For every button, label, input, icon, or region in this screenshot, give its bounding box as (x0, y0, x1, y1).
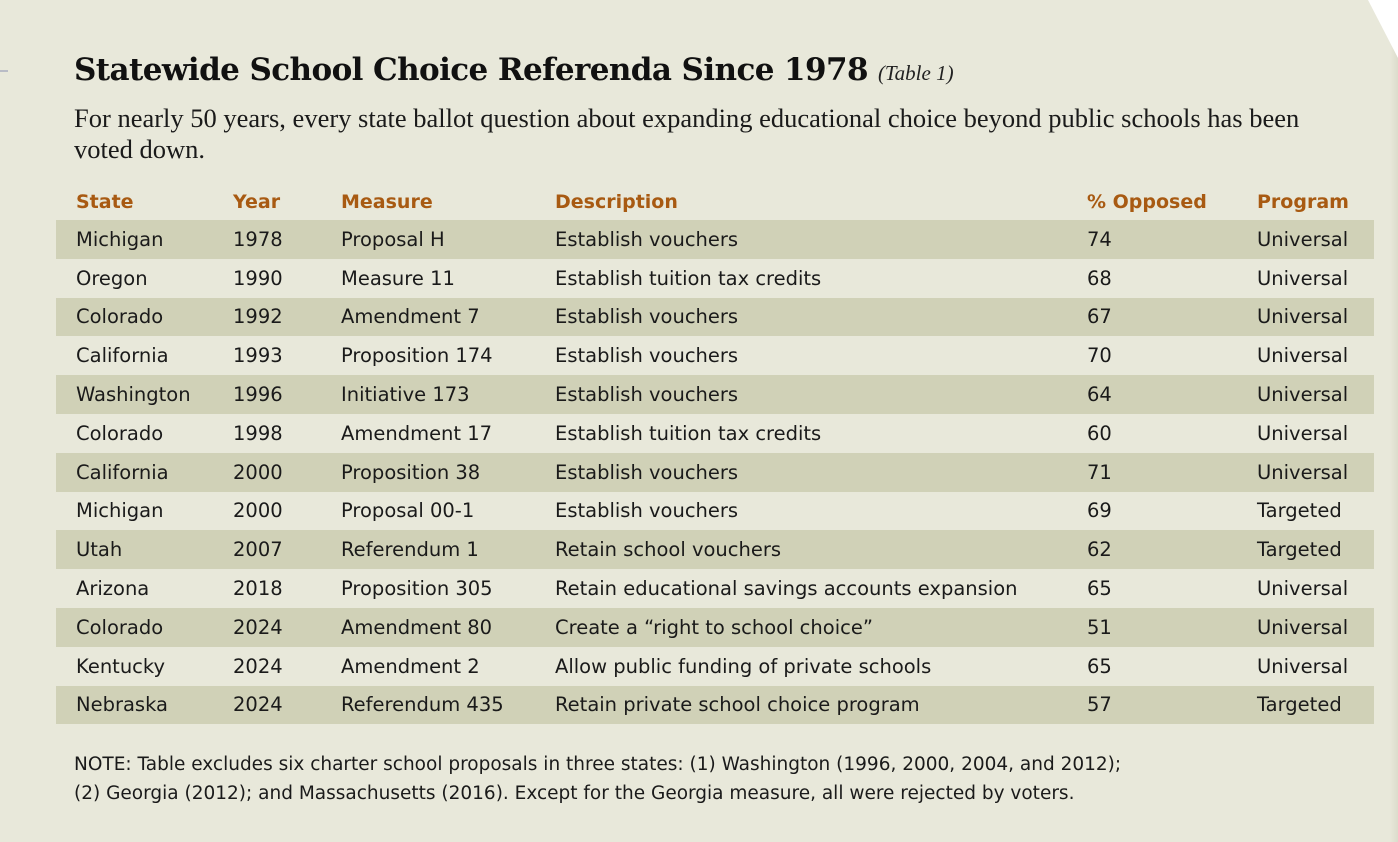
cell-pct-opposed: 74 (1087, 227, 1112, 251)
cell-description: Retain educational savings accounts expansion (555, 577, 1018, 601)
cell-pct-opposed: 51 (1087, 615, 1112, 639)
cell-year: 1990 (233, 266, 283, 290)
cell-measure: Amendment 80 (341, 615, 493, 639)
cell-measure: Referendum 435 (341, 693, 504, 717)
page-edge-shadow (1390, 0, 1398, 842)
cell-year: 1998 (233, 421, 283, 445)
cell-pct-opposed: 62 (1087, 538, 1112, 562)
table-row (56, 608, 1374, 647)
cell-description: Establish vouchers (555, 344, 739, 368)
referenda-table (56, 183, 1374, 724)
cell-state: Oregon (76, 266, 148, 290)
cell-program: Targeted (1257, 693, 1342, 717)
cell-pct-opposed: 57 (1087, 693, 1112, 717)
header-pct-opposed: % Opposed (1087, 190, 1207, 213)
cell-year: 1992 (233, 305, 283, 329)
cell-state: Washington (76, 383, 191, 407)
cell-description: Allow public funding of private schools (555, 654, 932, 678)
cell-measure: Referendum 1 (341, 538, 479, 562)
cell-description: Establish vouchers (555, 499, 739, 523)
cell-program: Universal (1257, 344, 1349, 368)
header-program: Program (1257, 190, 1349, 213)
cell-measure: Initiative 173 (341, 383, 470, 407)
cell-state: Arizona (76, 577, 150, 601)
cell-state: Kentucky (76, 654, 166, 678)
cell-program: Targeted (1257, 499, 1342, 523)
cell-description: Establish tuition tax credits (555, 421, 822, 445)
cell-year: 2000 (233, 499, 283, 523)
cell-measure: Amendment 17 (341, 421, 493, 445)
cell-year: 2024 (233, 654, 283, 678)
table-row (56, 298, 1374, 337)
cell-pct-opposed: 67 (1087, 305, 1112, 329)
table-row (56, 569, 1374, 608)
cell-pct-opposed: 64 (1087, 383, 1112, 407)
title-row (74, 52, 954, 88)
cell-year: 1993 (233, 344, 283, 368)
cell-pct-opposed: 68 (1087, 266, 1112, 290)
table-row (56, 492, 1374, 531)
cell-year: 2007 (233, 538, 283, 562)
cell-year: 2018 (233, 577, 283, 601)
cell-description: Create a “right to school choice” (555, 615, 873, 639)
cell-program: Universal (1257, 266, 1349, 290)
table-row (56, 220, 1374, 259)
cell-measure: Measure 11 (341, 266, 455, 290)
cell-description: Establish vouchers (555, 305, 739, 329)
cell-state: Michigan (76, 499, 164, 523)
header-year: Year (233, 190, 281, 213)
cell-pct-opposed: 71 (1087, 460, 1112, 484)
cell-program: Universal (1257, 421, 1349, 445)
table-header-row (56, 183, 1374, 220)
cell-pct-opposed: 69 (1087, 499, 1112, 523)
cell-pct-opposed: 60 (1087, 421, 1112, 445)
header-measure: Measure (341, 190, 433, 213)
cell-year: 1996 (233, 383, 283, 407)
cell-measure: Proposition 174 (341, 344, 493, 368)
cell-measure: Proposition 305 (341, 577, 493, 601)
cell-year: 2024 (233, 693, 283, 717)
cell-description: Establish vouchers (555, 227, 739, 251)
cell-year: 1978 (233, 227, 283, 251)
table-footnote (74, 750, 1304, 808)
cell-program: Universal (1257, 460, 1349, 484)
table-subtitle: For nearly 50 years, every state ballot question about expanding educational choice beyond public schools has been voted down. (74, 103, 1300, 164)
cell-year: 2000 (233, 460, 283, 484)
cell-program: Universal (1257, 227, 1349, 251)
cell-pct-opposed: 65 (1087, 654, 1112, 678)
cell-pct-opposed: 70 (1087, 344, 1112, 368)
cell-program: Universal (1257, 383, 1349, 407)
cell-description: Establish vouchers (555, 460, 739, 484)
cell-state: Colorado (76, 615, 164, 639)
page-corner-fold (1368, 0, 1398, 58)
cell-description: Establish vouchers (555, 383, 739, 407)
cell-program: Targeted (1257, 538, 1342, 562)
cell-pct-opposed: 65 (1087, 577, 1112, 601)
cell-state: Utah (76, 538, 123, 562)
footnote-line: NOTE: Table excludes six charter school proposals in three states: (1) Washington (1996, 2000, 2004, and 2012); (74, 754, 1122, 775)
table-title: Statewide School Choice Referenda Since 1978 (74, 52, 868, 88)
header-state: State (76, 190, 134, 213)
cell-state: Michigan (76, 227, 164, 251)
footnote-line: (2) Georgia (2012); and Massachusetts (2016). Except for the Georgia measure, all were rejected by voters. (74, 783, 1075, 804)
table-number-note: (Table 1) (877, 61, 954, 85)
cell-measure: Amendment 2 (341, 654, 480, 678)
cell-state: Colorado (76, 421, 164, 445)
cell-state: Nebraska (76, 693, 168, 717)
cell-program: Universal (1257, 654, 1349, 678)
cell-measure: Proposal H (341, 227, 445, 251)
cell-measure: Proposition 38 (341, 460, 481, 484)
cell-program: Universal (1257, 305, 1349, 329)
table-row (56, 530, 1374, 569)
cell-description: Retain school vouchers (555, 538, 782, 562)
cell-state: California (76, 460, 169, 484)
cell-description: Establish tuition tax credits (555, 266, 822, 290)
cell-measure: Amendment 7 (341, 305, 480, 329)
table-row (56, 686, 1374, 725)
cell-state: California (76, 344, 169, 368)
cell-year: 2024 (233, 615, 283, 639)
cell-state: Colorado (76, 305, 164, 329)
table-row (56, 336, 1374, 375)
table-row (56, 453, 1374, 492)
cell-description: Retain private school choice program (555, 693, 920, 717)
table-row (56, 647, 1374, 686)
table-row (56, 375, 1374, 414)
margin-tick-mark (0, 70, 8, 72)
table-row (56, 414, 1374, 453)
cell-program: Universal (1257, 577, 1349, 601)
cell-program: Universal (1257, 615, 1349, 639)
header-description: Description (555, 190, 678, 213)
table-row (56, 259, 1374, 298)
cell-measure: Proposal 00-1 (341, 499, 475, 523)
